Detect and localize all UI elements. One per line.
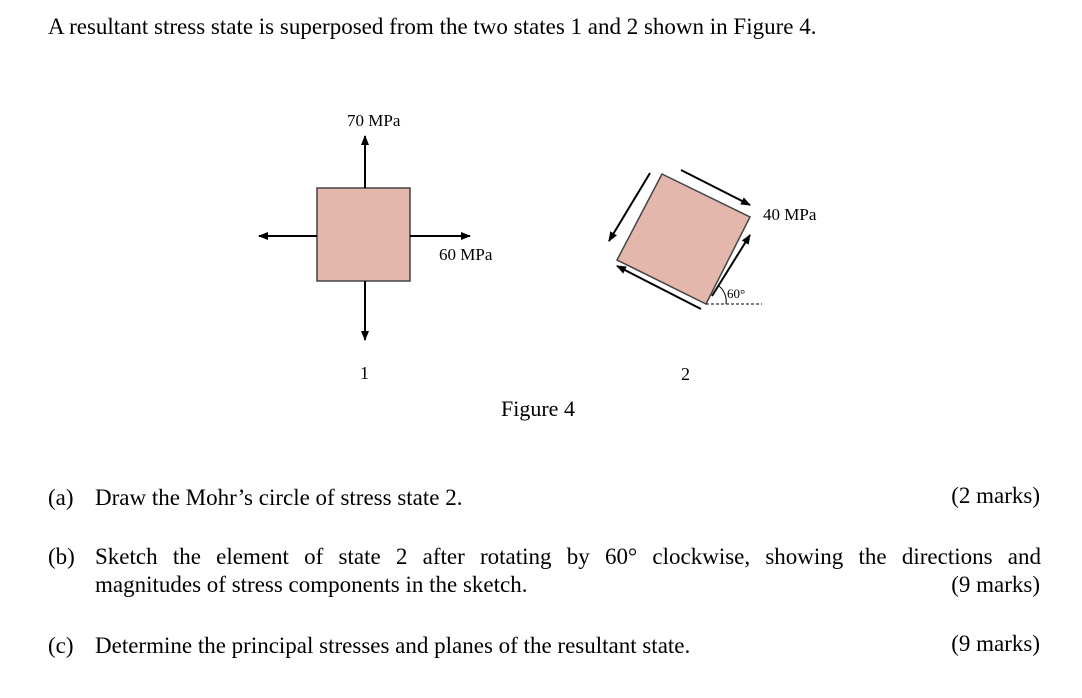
question-a-label: (a) xyxy=(48,485,74,510)
state-1-top-label: 70 MPa xyxy=(347,111,401,130)
state-2-number: 2 xyxy=(681,364,690,384)
question-c-label: (c) xyxy=(48,633,74,658)
question-a-text: Draw the Mohr’s circle of stress state 2. xyxy=(95,485,463,510)
intro-text: A resultant stress state is superposed from the two states 1 and 2 shown in Figure 4. xyxy=(48,14,817,39)
state-1-number: 1 xyxy=(360,363,369,383)
figure-caption: Figure 4 xyxy=(501,396,575,421)
state-2-angle-arc xyxy=(719,286,726,304)
question-c-text: Determine the principal stresses and planes of the resultant state. xyxy=(95,633,691,658)
question-b-marks: (9 marks) xyxy=(951,572,1040,597)
state-1-element xyxy=(317,188,410,281)
question-b-text: Sketch the element of state 2 after rotating by 60° clockwise, showing the directions and xyxy=(95,544,1041,569)
question-a-marks: (2 marks) xyxy=(951,483,1040,508)
question-b-label: (b) xyxy=(48,544,75,569)
state-1-right-label: 60 MPa xyxy=(439,245,493,264)
question-c-marks: (9 marks) xyxy=(951,631,1040,656)
state-2-angle-label: 60° xyxy=(727,286,746,301)
question-b-continuation: magnitudes of stress components in the sketch. xyxy=(95,572,528,597)
state-2-shear-label: 40 MPa xyxy=(763,205,817,224)
